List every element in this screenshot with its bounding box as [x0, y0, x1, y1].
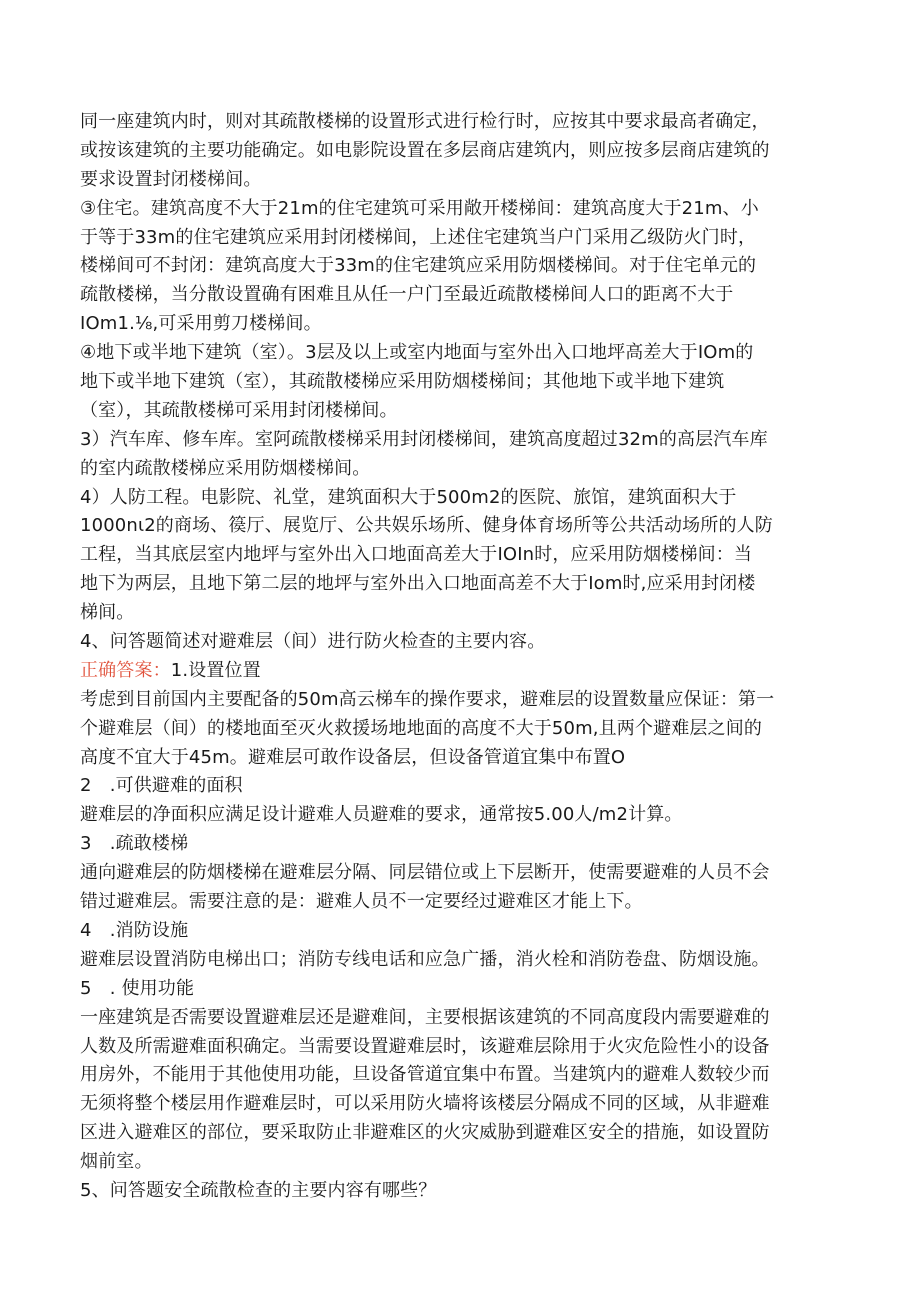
answer-line: 烟前室。	[80, 1151, 153, 1173]
answer-item-2-heading: 2 .可供避难的面积	[80, 775, 243, 797]
answer-item-1-heading: 1.设置位置	[170, 659, 261, 681]
answer-line: 区进入避难区的部位，要采取防止非避难区的火灾威胁到避难区安全的措施，如设置防	[80, 1122, 770, 1144]
answer-line: 通向避难层的防烟楼梯在避难层分隔、同层错位或上下层断开，使需要避难的人员不会	[80, 862, 770, 884]
text-line: 的室内疏散楼梯应采用防烟楼梯间。	[80, 457, 371, 479]
text-line: 楼梯间可不封闭：建筑高度大于33m的住宅建筑应采用防烟楼梯间。对于住宅单元的	[80, 255, 757, 277]
question-4-heading: 4、问答题简述对避难层（间）进行防火检查的主要内容。	[80, 631, 546, 653]
text-line: 要求设置封闭楼梯间。	[80, 168, 262, 190]
answer-line: 用房外，不能用于其他使用功能，旦设备管道宜集中布置。当建筑内的避难人数较少而	[80, 1064, 770, 1086]
text-line: 工程，当其底层室内地坪与室外出入口地面高差大于IOIn时，应采用防烟楼梯间：当	[80, 544, 753, 566]
answer-line: 考虑到目前国内主要配备的50m高云梯车的操作要求，避难层的设置数量应保证：第一	[80, 688, 775, 710]
answer-item-3-heading: 3 .疏敢楼梯	[80, 833, 189, 855]
answer-line: 个避难层（间）的楼地面至灭火救援场地地面的高度不大于50m,且两个避难层之间的	[80, 717, 763, 739]
text-line: IOm1.⅛,可采用剪刀楼梯间。	[80, 313, 322, 335]
answer-line: 高度不宜大于45m。避难层可敢作设备层，但设备管道宜集中布置O	[80, 746, 626, 768]
text-line: ③住宅。建筑高度不大于21m的住宅建筑可采用敞开楼梯间：建筑高度大于21m、小	[80, 197, 759, 219]
text-line: 1000nι2的商场、篌厅、展览厅、公共娱乐场所、健身体育场所等公共活动场所的人防	[80, 515, 773, 537]
answer-line: 人数及所需避难面积确定。当需要设置避难层时，该避难层除用于火灾危险性小的设备	[80, 1035, 770, 1057]
text-line: （室），其疏散楼梯可采用封闭楼梯间。	[80, 399, 398, 421]
answer-line: 无须将整个楼层用作避难层时，可以采用防火墙将该楼层分隔成不同的区域，从非避难	[80, 1093, 770, 1115]
text-line: 或按该建筑的主要功能确定。如电影院设置在多层商店建筑内，则应按多层商店建筑的	[80, 139, 770, 161]
correct-answer-label: 正确答案：	[80, 659, 171, 681]
answer-first-line	[80, 657, 840, 686]
answer-line: 错过避难层。需要注意的是：避难人员不一定要经过避难区才能上下。	[80, 891, 643, 913]
answer-line: 避难层的净面积应满足设计避难人员避难的要求，通常按5.00人/m2计算。	[80, 804, 683, 826]
text-line: 同一座建筑内时，则对其疏散楼梯的设置形式进行检行时，应按其中要求最高者确定，	[80, 111, 770, 132]
answer-item-5-heading: 5 . 使用功能	[80, 977, 195, 999]
text-line: 3）汽车库、修车库。室阿疏散楼梯采用封闭楼梯间，建筑高度超过32m的高层汽车库	[80, 428, 768, 450]
text-line: 疏散楼梯，当分散设置确有困难且从任一户门至最近疏散楼梯间人口的距离不大于	[80, 284, 734, 306]
text-line: ④地下或半地下建筑（室）。3层及以上或室内地面与室外出入口地坪高差大于IOm的	[80, 342, 754, 364]
question-5-heading: 5、问答题安全疏散检查的主要内容有哪些？	[80, 1179, 437, 1201]
document-body	[80, 108, 840, 1206]
text-line: 地下为两层，且地下第二层的地坪与室外出入口地面高差不大于Iom时,应采用封闭楼	[80, 573, 756, 595]
answer-line: 一座建筑是否需要设置避难层还是避难间，主要根据该建筑的不同高度段内需要避难的	[80, 1006, 770, 1028]
answer-line: 避难层设置消防电梯出口；消防专线电话和应急广播，消火栓和消防卷盘、防烟设施。	[80, 948, 770, 970]
text-line: 地下或半地下建筑（室），其疏散楼梯应采用防烟楼梯间；其他地下或半地下建筑	[80, 371, 725, 393]
answer-item-4-heading: 4 .消防设施	[80, 919, 189, 941]
text-line: 梯间。	[80, 602, 135, 624]
text-line: 于等于33m的住宅建筑应采用封闭楼梯间，上述住宅建筑当户门采用乙级防火门时，	[80, 226, 757, 248]
text-line: 4）人防工程。电影院、礼堂，建筑面积大于500m2的医院、旅馆，建筑面积大于	[80, 486, 737, 508]
